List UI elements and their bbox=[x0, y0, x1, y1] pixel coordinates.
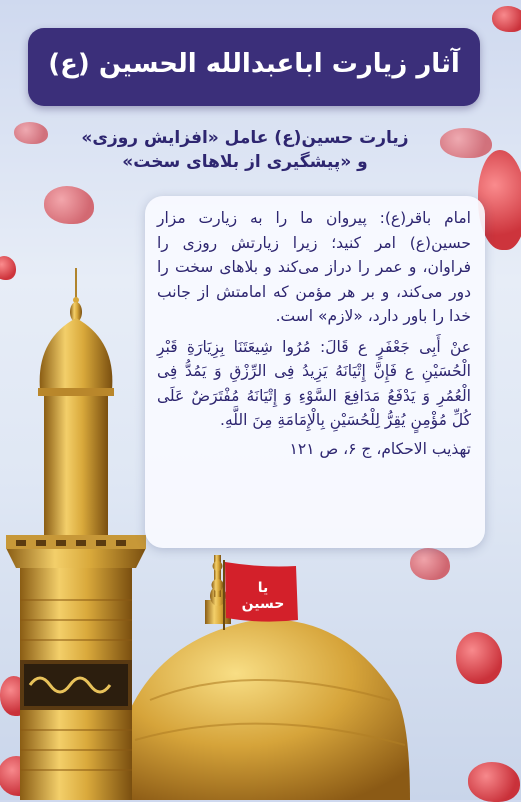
title-banner bbox=[28, 28, 480, 106]
page-title: آثار زیارت اباعبدالله الحسین (ع) bbox=[48, 49, 460, 79]
subtitle-line-1: زیارت حسین(ع) عامل «افزایش روزی» bbox=[81, 128, 409, 148]
hadith-source: تهذیب الاحکام، ج ۶، ص ۱۲۱ bbox=[289, 439, 471, 458]
flag-label: یا حسین bbox=[241, 580, 285, 612]
persian-hadith-text: امام باقر(ع): پیروان ما را به زیارت مزار حسین(ع) امر کنید؛ زیرا زیارتش روزی را فراوان، و عمر را دراز می‌کند و بلاهای سخت را دور می‌کند، و بر هر مؤمن که امامتش از جانب خدا را باور دارد، «لازم» است. bbox=[157, 209, 471, 325]
subtitle-line-2: و «پیشگیری از بلاهای سخت» bbox=[122, 152, 368, 172]
hadith-card bbox=[145, 196, 485, 548]
subtitle bbox=[30, 126, 460, 174]
golden-minaret bbox=[6, 268, 146, 800]
arabic-hadith-text: عنْ أَبِی جَعْفَرٍ ع قَالَ: مُرُوا شِیعَتَنَا بِزِیَارَةِ قَبْرِ الْحُسَیْنِ ع فَإِنَّ إِتْیَانَهُ یَزِیدُ فِی الرِّزْقِ وَ یَمُدُّ فِی الْعُمُرِ وَ یَدْفَعُ مَدَافِعَ السَّوْءِ وَ إِتْیَانَهُ مُفْتَرَضٌ عَلَى كُلِّ مُؤْمِنٍ یُقِرُّ لِلْحُسَیْنِ بِالْإِمَامَةِ مِنَ اللَّهِ. bbox=[157, 337, 471, 429]
